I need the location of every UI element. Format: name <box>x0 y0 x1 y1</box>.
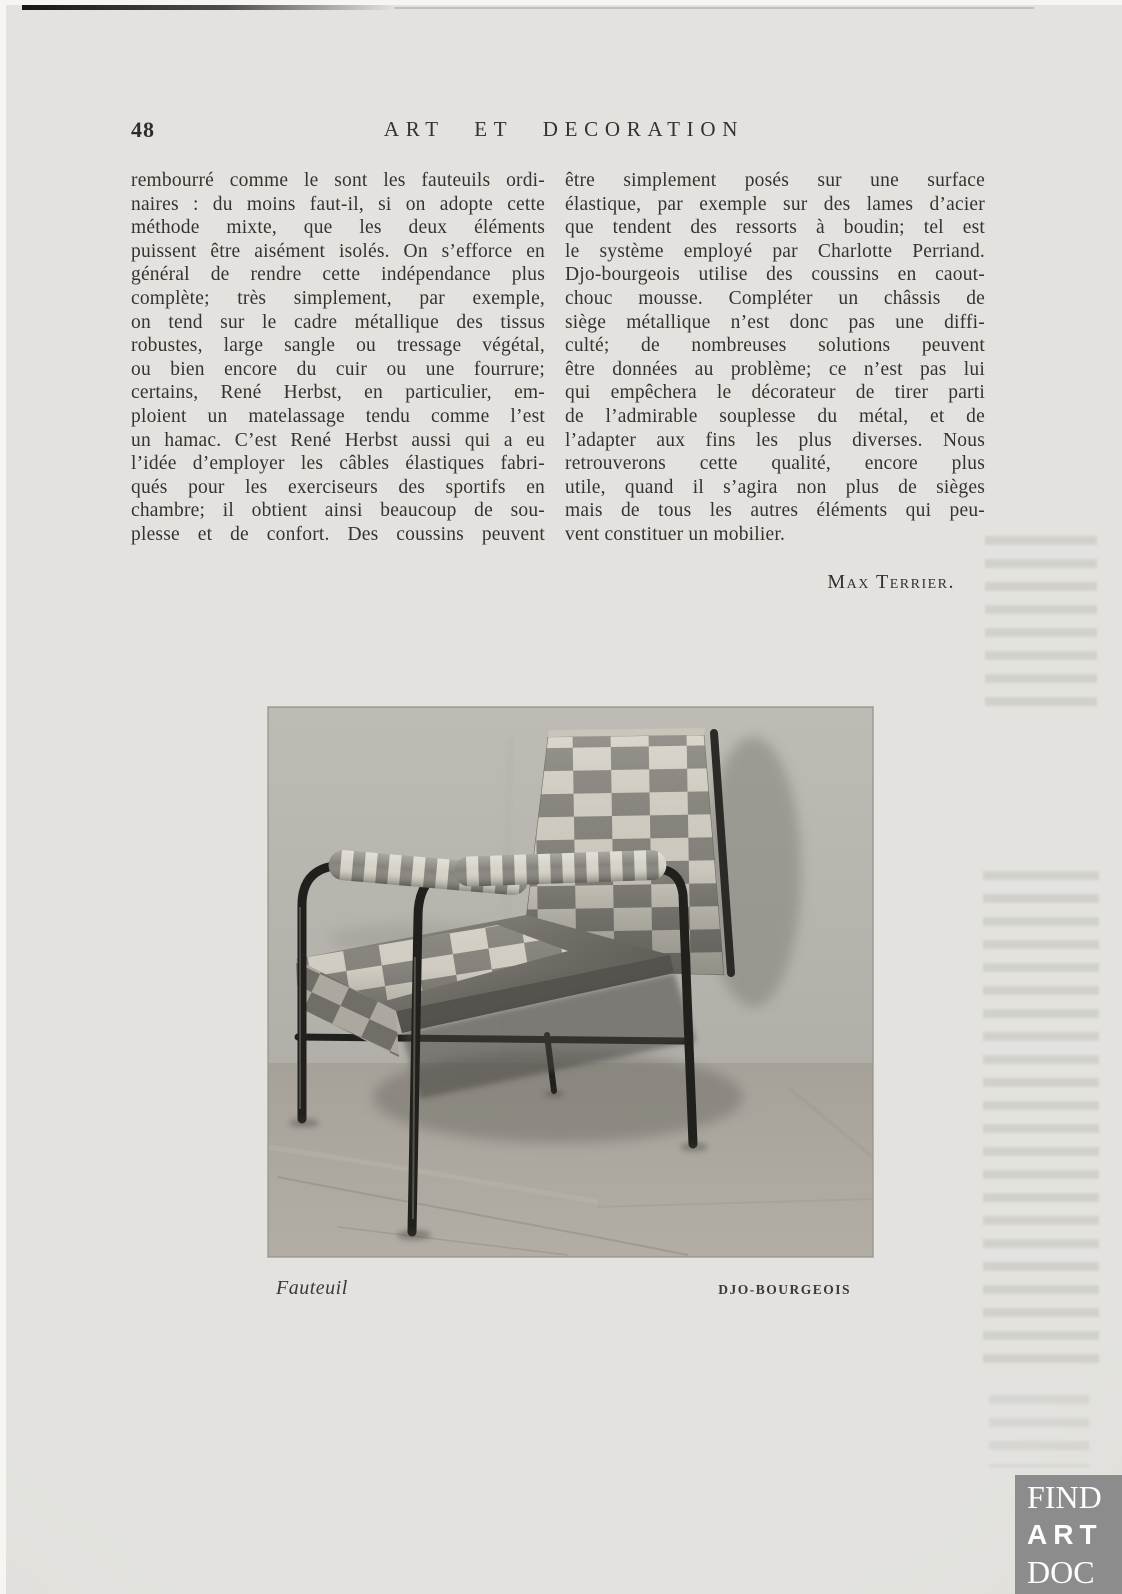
article-byline: Max Terrier. <box>827 571 955 593</box>
article-line: qués pour les exerciseurs des sportifs en <box>131 476 545 498</box>
watermark-line-art: ART <box>1027 1519 1103 1550</box>
journal-title: ART ET DECORATION <box>383 117 745 141</box>
article-line: plesse et de confort. Des coussins peuvent <box>131 523 545 545</box>
watermark-line-find: FIND <box>1027 1479 1102 1515</box>
article-line: qui empêchera le décorateur de tirer parti <box>565 382 985 404</box>
article-line: culté; de nombreuses solutions peuvent <box>565 335 985 357</box>
article-line: le système employé par Charlotte Perriand. <box>565 240 985 262</box>
article-line: puissent être aisément isolés. On s’efforce en <box>131 240 545 262</box>
armchair-illustration <box>268 707 873 1257</box>
page-number: 48 <box>131 117 155 142</box>
article-line: certains, René Herbst, en particulier, em- <box>131 382 545 404</box>
figure-caption-title: Fauteuil <box>276 1277 348 1299</box>
scan-artifact-top-line <box>394 7 1034 9</box>
bleedthrough-text-block <box>983 871 1099 1363</box>
article-line: ou bien encore du cuir ou une fourrure; <box>131 358 545 380</box>
article-line: on tend sur le cadre métallique des tissus <box>131 311 545 333</box>
article-line: être simplement posés sur une surface <box>565 170 985 191</box>
article-line: robustes, large sangle ou tressage végétal, <box>131 335 545 357</box>
article-line: que tendent des ressorts à boudin; tel est <box>565 217 985 239</box>
article-line: Djo-bourgeois utilise des coussins en caout- <box>565 264 985 286</box>
article-line: l’adapter aux fins les plus diverses. Nous <box>565 429 985 451</box>
article-line: mais de tous les autres éléments qui peu- <box>565 500 985 522</box>
article-line: naires : du moins faut-il, si on adopte cette <box>131 193 545 215</box>
bleedthrough-text-block <box>985 536 1097 706</box>
scan-artifact-top-edge <box>22 5 394 10</box>
article-line: utile, quand il s’agira non plus de sièges <box>565 476 985 498</box>
bleedthrough-text-block <box>989 1395 1089 1467</box>
article-line: un hamac. C’est René Herbst aussi qui a eu <box>131 429 545 451</box>
article-line: complète; très simplement, par exemple, <box>131 287 545 309</box>
article-line: chambre; il obtient ainsi beaucoup de sou- <box>131 500 545 522</box>
article-line: être données au problème; ce n’est pas lui <box>565 358 985 380</box>
article-line: élastique, par exemple sur des lames d’acier <box>565 193 985 215</box>
watermark <box>1015 1475 1122 1594</box>
watermark-line-doc: DOC <box>1027 1554 1095 1590</box>
article-line: général de rendre cette indépendance plus <box>131 264 545 286</box>
article-line: rembourré comme le sont les fauteuils ordi- <box>131 170 545 191</box>
article-line: vent constituer un mobilier. <box>565 523 786 545</box>
fauteuil-photo <box>268 707 873 1257</box>
article-line: l’idée d’employer les câbles élastiques fabri- <box>131 453 545 475</box>
article-line: retrouverons cette qualité, encore plus <box>565 453 985 475</box>
article-line: méthode mixte, que les deux éléments <box>131 217 545 239</box>
article-line: ploient un matelassage tendu comme l’est <box>131 405 545 427</box>
article-line: chouc mousse. Compléter un châssis de <box>565 287 985 309</box>
article-line: siège métallique n’est donc pas une diffi- <box>565 311 985 333</box>
figure-caption-credit: DJO-BOURGEOIS <box>718 1282 851 1297</box>
article-line: de l’admirable souplesse du métal, et de <box>565 405 985 427</box>
magazine-page <box>6 5 1122 1594</box>
article-column-left <box>131 169 545 547</box>
article-column-right <box>565 169 985 547</box>
